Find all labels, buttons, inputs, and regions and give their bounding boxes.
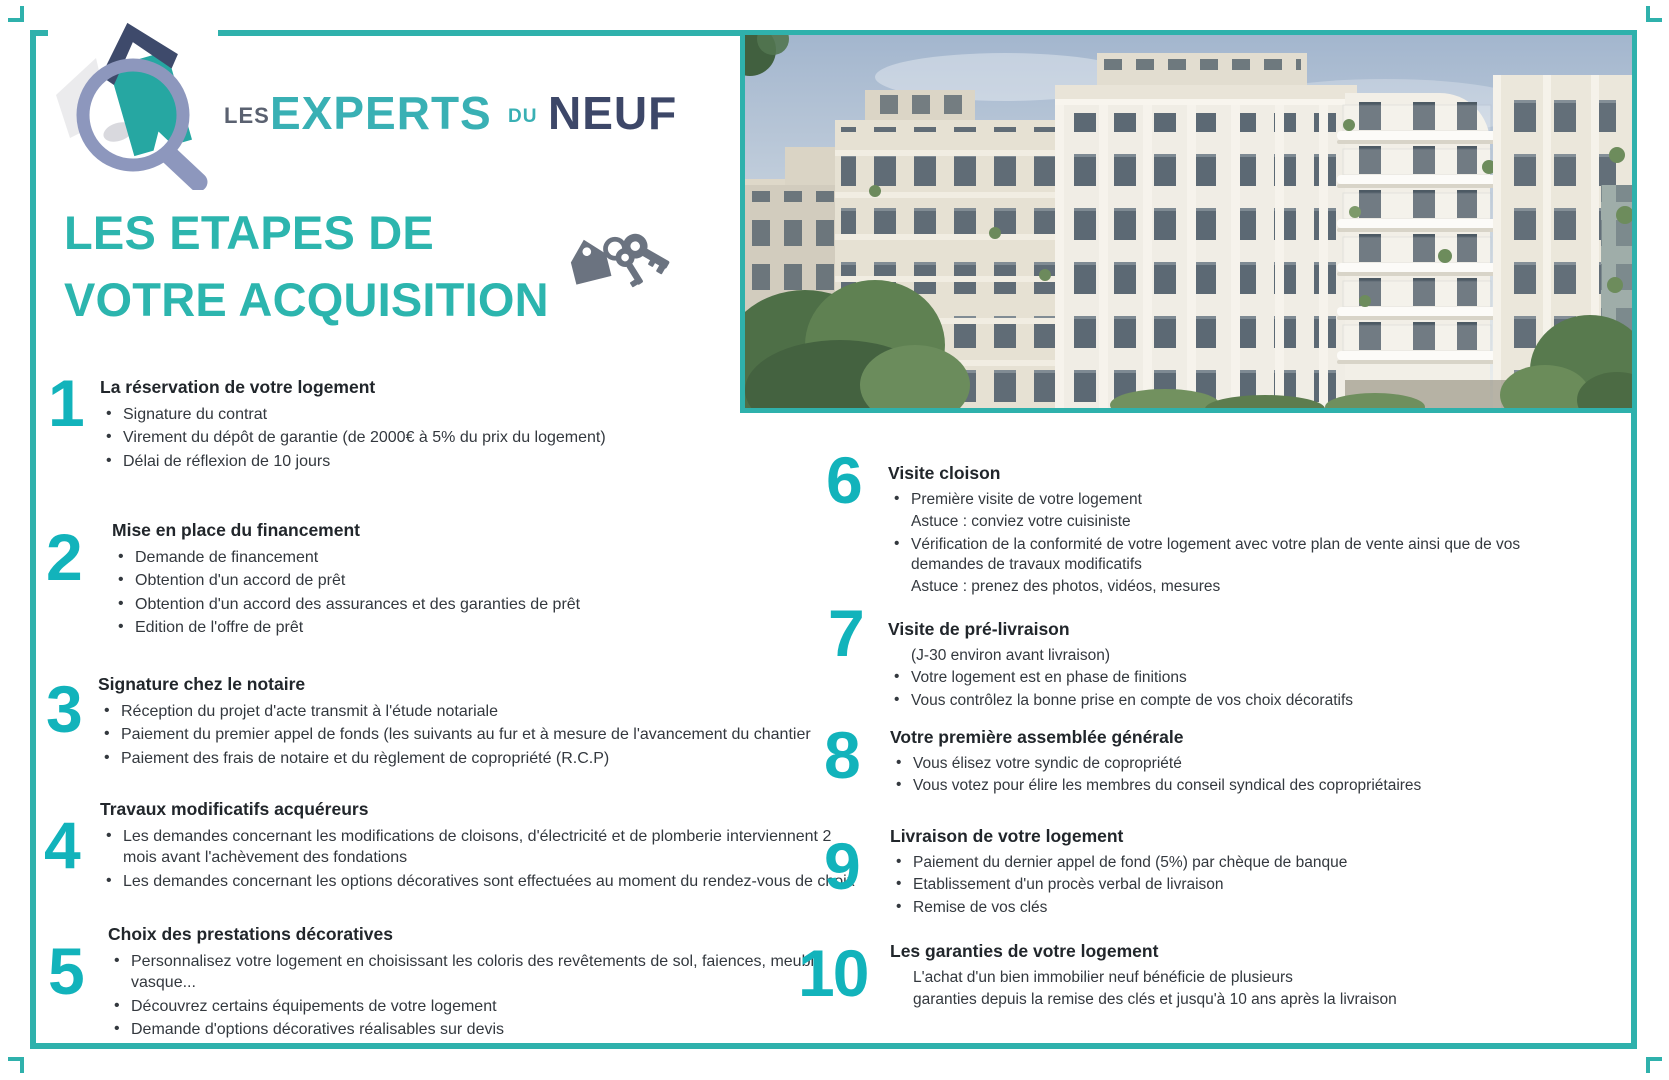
step-10-item: L'achat d'un bien immobilier neuf bénéficie de plusieurs (913, 969, 1293, 986)
step-10-title: Les garanties de votre logement (890, 941, 1159, 961)
step-3-title: Signature chez le notaire (98, 674, 306, 694)
step-6-item: Astuce : prenez des photos, vidéos, mesures (911, 578, 1221, 596)
step-9-items (890, 853, 1530, 918)
step-1-item: • Délai de réflexion de 10 jours (100, 451, 855, 472)
step-10-item: garanties depuis la remise des clés et jusqu'à 10 ans après la livraison (913, 991, 1397, 1009)
step-5-item: • Découvrez certains équipements de votre logement (108, 996, 863, 1017)
step-4-item: • Les demandes concernant les options décoratives sont effectuées au moment du rendez-vous de choix (100, 871, 855, 892)
step-2-number: 2 (46, 520, 81, 594)
step-7-title: Visite de pré-livraison (888, 619, 1070, 639)
step-9-title: Livraison de votre logement (890, 826, 1124, 846)
step-7-item: (J-30 environ avant livraison) (911, 647, 1111, 664)
step-1-item: • Virement du dépôt de garantie (de 2000€ à 5% du prix du logement) (100, 427, 855, 448)
step-6-content (888, 463, 1528, 599)
step-5-item: • Personnalisez votre logement en choisissant les coloris des revêtements de sol, faiences, meuble vasque... (108, 951, 863, 994)
page-title-line1: LES ETAPES DE (64, 206, 434, 259)
step-6-item: • Vérification de la conformité de votre logement avec votre plan de vente ainsi que de vos demandes de travaux modificatifs (888, 535, 1528, 576)
page-title-line2: VOTRE ACQUISITION (64, 272, 549, 326)
step-7-item: • Vous contrôlez la bonne prise en compte de vos choix décoratifs (888, 691, 1528, 711)
logo-word-les: LES (224, 103, 270, 128)
step-5-number: 5 (48, 934, 83, 1008)
step-6-item: • Première visite de votre logement (888, 490, 1528, 510)
step-1-items (100, 404, 855, 472)
step-5-title: Choix des prestations décoratives (108, 924, 393, 944)
keys-icon (558, 220, 672, 306)
corner-mark-bottom-left (8, 1057, 24, 1073)
step-1-item: • Signature du contrat (100, 404, 855, 425)
step-2-item: • Obtention d'un accord des assurances et des garanties de prêt (112, 594, 867, 615)
step-9-content (890, 826, 1530, 920)
step-1-number: 1 (48, 366, 83, 440)
logo-word-du: DU (508, 106, 538, 127)
logo-word-experts: EXPERTS (270, 87, 492, 139)
step-7-content (888, 619, 1528, 713)
corner-mark-bottom-right (1646, 1057, 1662, 1073)
step-8-item: • Vous votez pour élire les membres du conseil syndical des copropriétaires (890, 776, 1530, 796)
step-3-item: • Réception du projet d'acte transmit à l'étude notariale (98, 701, 853, 722)
step-5-content (108, 924, 863, 1042)
step-2-items (112, 547, 867, 638)
step-7-number: 7 (828, 596, 863, 670)
logo-house-magnifier-icon (48, 0, 218, 192)
building-photo-illustration (745, 35, 1632, 408)
step-8-items (890, 754, 1530, 797)
step-1-content (100, 377, 855, 474)
step-2-item: • Edition de l'offre de prêt (112, 617, 867, 638)
building-photo (740, 30, 1637, 413)
step-5-item: • Demande d'options décoratives réalisables sur devis (108, 1019, 863, 1040)
step-4-number: 4 (44, 808, 79, 882)
logo-word-neuf: NEUF (548, 87, 678, 139)
step-3-number: 3 (46, 672, 81, 746)
step-10-content (890, 941, 1530, 1013)
step-2-item: • Demande de financement (112, 547, 867, 568)
step-2-item: • Obtention d'un accord de prêt (112, 570, 867, 591)
step-7-items (888, 646, 1528, 711)
step-1-title: La réservation de votre logement (100, 377, 376, 397)
step-6-number: 6 (826, 443, 861, 517)
step-4-title: Travaux modificatifs acquéreurs (100, 799, 369, 819)
step-5-items (108, 951, 863, 1040)
corner-mark-top-right (1646, 6, 1662, 22)
step-10-items (890, 968, 1530, 1011)
step-8-title: Votre première assemblée générale (890, 727, 1184, 747)
step-3-content (98, 674, 853, 771)
step-9-item: • Etablissement d'un procès verbal de livraison (890, 875, 1530, 895)
step-6-item: Astuce : conviez votre cuisiniste (911, 513, 1131, 531)
step-4-item: • Les demandes concernant les modifications de cloisons, d'électricité et de plomberie interviennent 2 mois avant l'achèvement des fondations (100, 826, 855, 869)
step-6-title: Visite cloison (888, 463, 1001, 483)
corner-mark-top-left (8, 6, 24, 22)
step-4-items (100, 826, 855, 892)
step-3-item: • Paiement du premier appel de fonds (les suivants au fur et à mesure de l'avancement du chantier (98, 724, 853, 745)
page-title (64, 200, 549, 333)
step-10-number: 10 (798, 936, 868, 1010)
step-8-content (890, 727, 1530, 799)
step-9-item: • Remise de vos clés (890, 898, 1530, 918)
step-9-item: • Paiement du dernier appel de fond (5%) par chèque de banque (890, 853, 1530, 873)
step-6-items (888, 490, 1528, 597)
step-2-title: Mise en place du financement (112, 520, 360, 540)
step-3-items (98, 701, 853, 769)
step-8-number: 8 (824, 718, 859, 792)
step-9-number: 9 (824, 829, 859, 903)
step-4-content (100, 799, 855, 894)
step-8-item: • Vous élisez votre syndic de copropriété (890, 754, 1530, 774)
step-2-content (112, 520, 867, 640)
step-7-item: • Votre logement est en phase de finitions (888, 668, 1528, 688)
step-3-item: • Paiement des frais de notaire et du règlement de copropriété (R.C.P) (98, 748, 853, 769)
